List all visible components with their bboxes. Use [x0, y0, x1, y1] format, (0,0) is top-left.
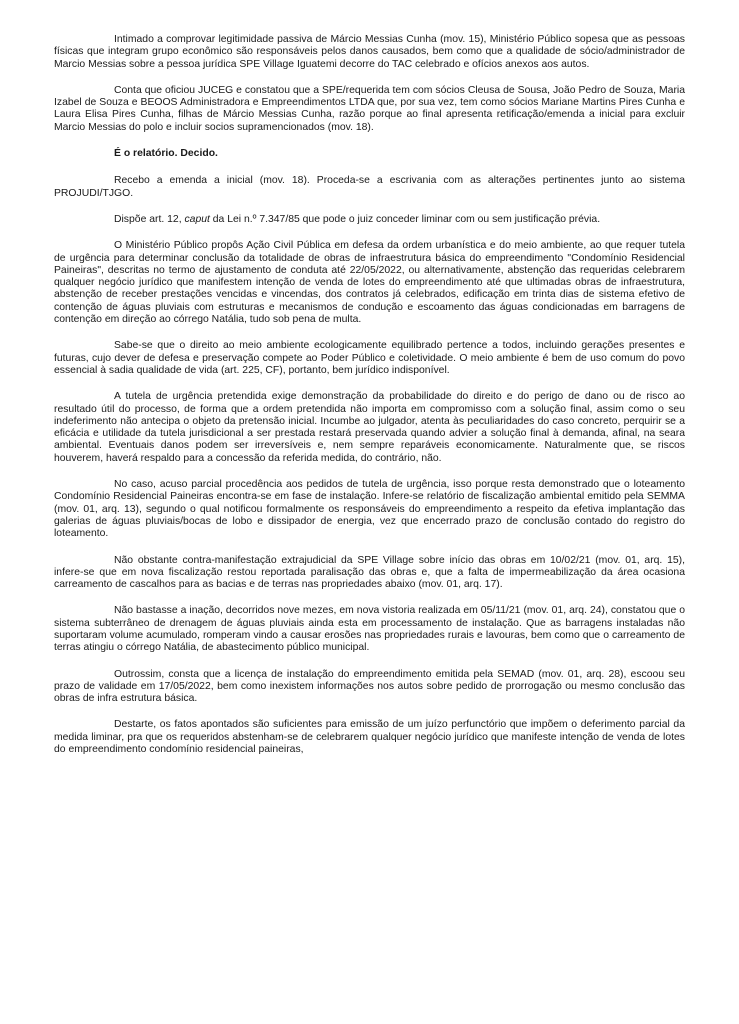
paragraph-licenca: Outrossim, consta que a licença de instalação do empreendimento emitida pela SEMAD (mov. 01, arq. 28), escoou seu prazo de validade em 17/05/2022, bem como inexistem informações nos autos sobre pedido de prorrogação ou mesmo conclusão das obras de infra estrutura básica. [54, 668, 685, 705]
paragraph-destarte: Destarte, os fatos apontados são suficientes para emissão de um juízo perfunctório que impõem o deferimento parcial da medida liminar, pra que os requeridos abstenham-se de celebrarem qualquer negócio jurídico que manifeste intenção de venda de lotes do empreendimento condomínio residencial paineiras, [54, 719, 685, 756]
caput-italic: caput [184, 213, 210, 225]
paragraph-inacao: Não bastasse a inação, decorridos nove mezes, em nova vistoria realizada em 05/11/21 (mov. 01, arq. 24), constatou que o sistema subterrâneo de drenagem de águas pluviais ainda esta em processamento de instalação. Que as barragens instaladas não suportaram volume acumulado, romperam vindo a causar erosões nas propriedades rurais e lavouras, bem como que o carreamento de terras atingiu o córrego Natália, de abastecimento público municipal. [54, 605, 685, 654]
paragraph-contra-manifestacao: Não obstante contra-manifestação extrajudicial da SPE Village sobre início das obras em 10/02/21 (mov. 01, arq. 15), infere-se que em nova fiscalização restou reportada paralisação das obras e, que a falta de impermeabilização da área ocasiona carreamento de cascalhos para as bacias e de terras nas propriedades abaixo (mov. 01, arq. 17). [54, 554, 685, 591]
paragraph-emenda: Recebo a emenda a inicial (mov. 18). Proceda-se a escrivania com as alterações pertinentes junto ao sistema PROJUDI/TJGO. [54, 175, 685, 199]
section-heading: É o relatório. Decido. [114, 148, 218, 160]
paragraph-art-12 [54, 214, 685, 226]
art-12-text-start: Dispõe art. 12, [114, 213, 185, 225]
paragraph-meio-ambiente: Sabe-se que o direito ao meio ambiente ecologicamente equilibrado pertence a todos, incluindo gerações presentes e futuras, cujo dever de defesa e preservação compete ao Poder Público e coletividade. O meio ambiente é bem de uso comum do povo essencial à sadia qualidade de vida (art. 225, CF), portanto, bem jurídico indisponível. [54, 340, 685, 376]
art-12-text-end: da Lei n.º 7.347/85 que pode o juiz conceder liminar com ou sem justificação prévia. [209, 213, 601, 225]
paragraph-juceg: Conta que oficiou JUCEG e constatou que a SPE/requerida tem com sócios Cleusa de Sousa, João Pedro de Souza, Maria Izabel de Souza e BEOOS Administradora e Empreendimentos LTDA que, por sua vez, tem como sócios Mariane Martins Pires Cunha e Laura Elisa Pires Cunha, filhas de Márcio Messias Cunha, razão porque ao final apresenta retificação/emenda a inicial para excluir Marcio Messias do polo e incluir socios supramencionados (mov. 18). [54, 84, 685, 133]
paragraph-no-caso: No caso, acuso parcial procedência aos pedidos de tutela de urgência, isso porque resta demonstrado que o loteamento Condomínio Residencial Paineiras encontra-se em fase de instalação. Infere-se relatório de fiscalização ambiental emitido pela SEMMA (mov. 01, arq. 13), segundo o qual notificou formalmente os responsáveis do empreendimento a respeito da efetiva implantação das galerias de águas pluviais/bocas de lobo e dissipador de energia, vez que encerrado prazo de conclusão contado do registro do loteamento. [54, 479, 685, 540]
paragraph-tutela-urgencia: A tutela de urgência pretendida exige demonstração da probabilidade do direito e do perigo de dano ou de risco ao resultado útil do processo, de forma que a ordem pretendida não importa em compromisso com a solução final, assim como o seu indeferimento não antecipa o objeto da pretensão inicial. Incumbe ao julgador, atenta às peculiaridades do caso concreto, perquirir se a eficácia e utilidade da tutela jurisdicional a ser prestada restará preservada quando advier a solução final à demanda, afinal, na seara ambiental. Eventuais danos podem ser irreversíveis e, nem sempre reparáveis economicamente. Naturalmente que, se riscos houverem, haverá respaldo para a concessão da referida medida, do contrário, não. [54, 391, 685, 464]
paragraph-legitimidade: Intimado a comprovar legitimidade passiva de Márcio Messias Cunha (mov. 15), Ministério Público sopesa que as pessoas físicas que integram grupo econômico são responsáveis pelos danos causados, bem como que a qualidade de sócio/administrador de Marcio Messias sobre a pessoa jurídica SPE Village Iguatemi decorre do TAC celebrado e ofícios anexos aos autos. [54, 34, 685, 70]
paragraph-acao-civil: O Ministério Público propôs Ação Civil Pública em defesa da ordem urbanística e do meio ambiente, ao que requer tutela de urgência para determinar conclusão da totalidade de obras de infraestrutura básica do empreendimento "Condomínio Residencial Paineiras", descritas no termo de ajustamento de conduta até 22/05/2022, ou alternativamente, abstenção das requeridas celebrarem qualquer negócio jurídico que manifestem intenção de venda de lotes do empreendimento até que ultimadas obras de infraestrutura, abstenção de receber prestações vencidas e vincendas, dos contratos já celebrados, edificação em trinta dias de sistema efetivo de contenção de águas pluviais com estruturas e mecanismos de condução e escoamento das águas condicionadas em barragens de contenção em direção ao córrego Natália, tudo sob pena de multa. [54, 240, 685, 326]
document-body [54, 34, 685, 770]
